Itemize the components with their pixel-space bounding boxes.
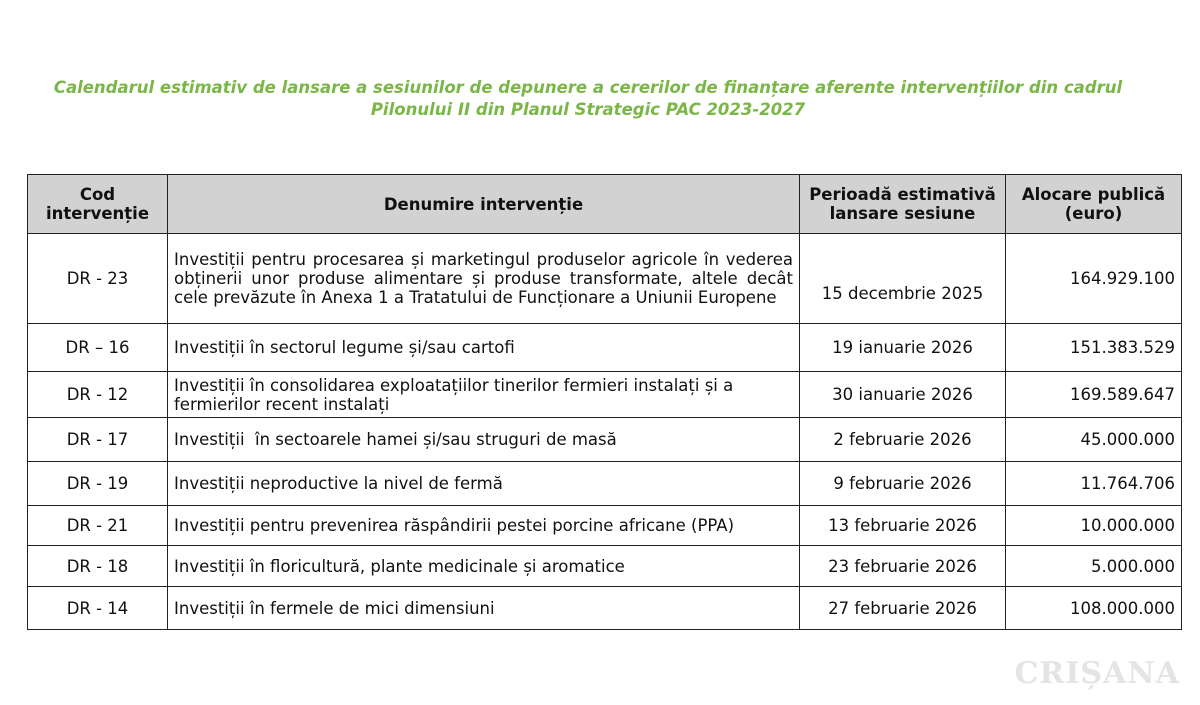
launch-date: 2 februarie 2026 bbox=[800, 418, 1006, 462]
launch-date: 27 februarie 2026 bbox=[800, 587, 1006, 630]
header-allocation bbox=[1006, 175, 1182, 234]
header-code-line1: Cod bbox=[79, 185, 116, 204]
title-line-1: Calendarul estimativ de lansare a sesiunilor de depunere a cererilor de finanțare aferente intervențiilor din cadrul bbox=[53, 78, 1123, 97]
public-allocation: 151.383.529 bbox=[1006, 324, 1182, 372]
intervention-name: Investiții în fermele de mici dimensiuni bbox=[168, 587, 800, 630]
launch-date: 9 februarie 2026 bbox=[800, 462, 1006, 506]
header-allocation-line2: (euro) bbox=[1064, 204, 1123, 223]
intervention-code: DR – 16 bbox=[28, 324, 168, 372]
intervention-name: Investiții pentru procesarea și marketingul produselor agricole în vederea obținerii unor produse alimentare și produse transformate, altele decât cele prevăzute în Anexa 1 a Tratatului de Funcționare a Uniunii Europene bbox=[168, 234, 800, 324]
table-row bbox=[28, 587, 1182, 630]
header-period bbox=[800, 175, 1006, 234]
table-row bbox=[28, 324, 1182, 372]
launch-date: 30 ianuarie 2026 bbox=[800, 372, 1006, 418]
watermark-logo: CRIȘANA bbox=[1014, 656, 1180, 691]
public-allocation: 5.000.000 bbox=[1006, 546, 1182, 587]
table-row bbox=[28, 506, 1182, 546]
title-line-2: Pilonului II din Planul Strategic PAC 2023-2027 bbox=[370, 100, 806, 119]
public-allocation: 10.000.000 bbox=[1006, 506, 1182, 546]
header-period-line1: Perioadă estimativă bbox=[809, 185, 996, 204]
header-allocation-line1: Alocare publică bbox=[1021, 185, 1166, 204]
table-row bbox=[28, 462, 1182, 506]
intervention-name: Investiții în consolidarea exploatațiilor tinerilor fermieri instalați și a fermierilor recent instalați bbox=[168, 372, 800, 418]
intervention-name: Investiții în floricultură, plante medicinale și aromatice bbox=[168, 546, 800, 587]
public-allocation: 169.589.647 bbox=[1006, 372, 1182, 418]
intervention-name: Investiții în sectoarele hamei și/sau struguri de masă bbox=[168, 418, 800, 462]
header-name: Denumire intervenție bbox=[168, 175, 800, 234]
launch-date: 23 februarie 2026 bbox=[800, 546, 1006, 587]
intervention-code: DR - 18 bbox=[28, 546, 168, 587]
table-row bbox=[28, 372, 1182, 418]
document-title bbox=[0, 77, 1176, 121]
interventions-table bbox=[27, 174, 1182, 630]
intervention-code: DR - 19 bbox=[28, 462, 168, 506]
public-allocation: 11.764.706 bbox=[1006, 462, 1182, 506]
launch-date: 15 decembrie 2025 bbox=[800, 234, 1006, 324]
header-code bbox=[28, 175, 168, 234]
intervention-code: DR - 17 bbox=[28, 418, 168, 462]
table-row bbox=[28, 546, 1182, 587]
intervention-name: Investiții în sectorul legume și/sau cartofi bbox=[168, 324, 800, 372]
intervention-code: DR - 23 bbox=[28, 234, 168, 324]
table-header-row bbox=[28, 175, 1182, 234]
public-allocation: 164.929.100 bbox=[1006, 234, 1182, 324]
intervention-name: Investiții neproductive la nivel de fermă bbox=[168, 462, 800, 506]
table-row bbox=[28, 418, 1182, 462]
header-period-line2: lansare sesiune bbox=[829, 204, 976, 223]
intervention-code: DR - 21 bbox=[28, 506, 168, 546]
launch-date: 19 ianuarie 2026 bbox=[800, 324, 1006, 372]
table-row bbox=[28, 234, 1182, 324]
launch-date: 13 februarie 2026 bbox=[800, 506, 1006, 546]
public-allocation: 45.000.000 bbox=[1006, 418, 1182, 462]
public-allocation: 108.000.000 bbox=[1006, 587, 1182, 630]
header-code-line2: intervenție bbox=[45, 204, 150, 223]
intervention-code: DR - 12 bbox=[28, 372, 168, 418]
intervention-code: DR - 14 bbox=[28, 587, 168, 630]
intervention-name: Investiții pentru prevenirea răspândirii pestei porcine africane (PPA) bbox=[168, 506, 800, 546]
